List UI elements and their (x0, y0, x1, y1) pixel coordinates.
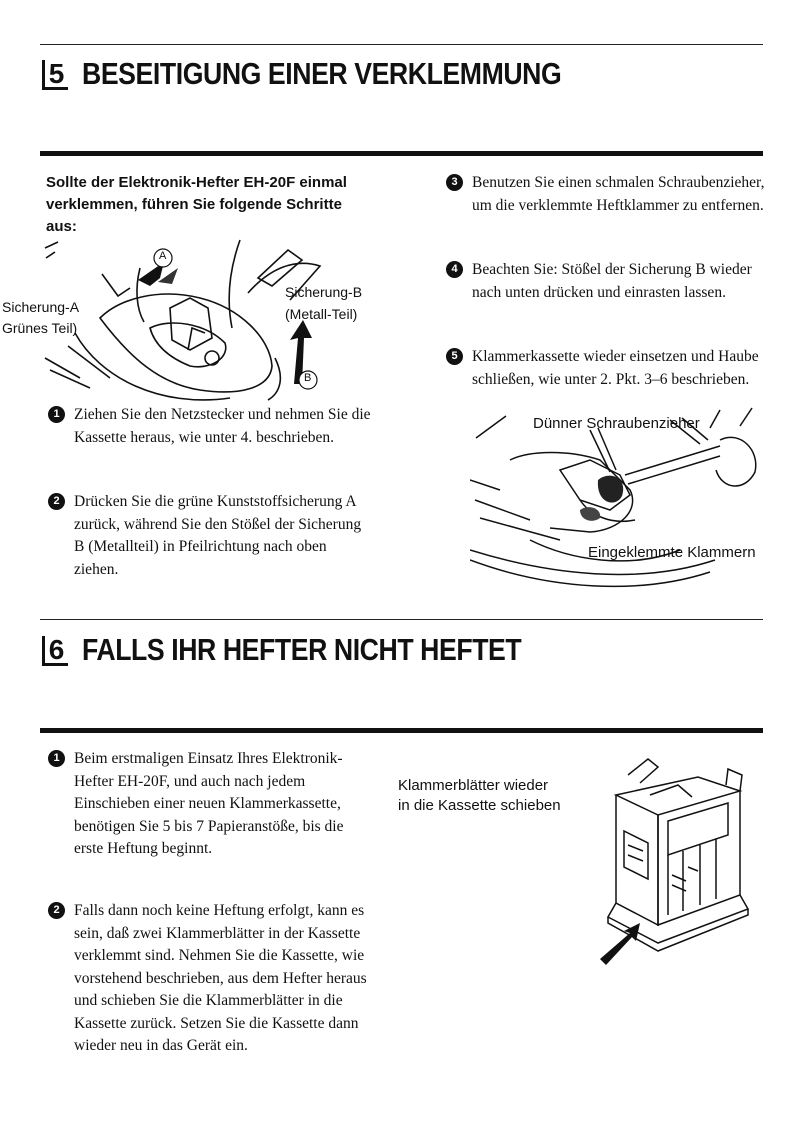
section-6-number: 6 (42, 636, 68, 666)
section-5-step-1 (53, 404, 374, 449)
step-text: Drücken Sie die grüne Kunststoffsicherung A zurück, während Sie den Stößel der Sicherung B (Metallteil) in Pfeilrichtung nach oben ziehen. (74, 493, 362, 578)
step-number-badge: 2 (48, 493, 65, 510)
section-divider-rule (40, 619, 763, 620)
section-5-number: 5 (42, 60, 68, 90)
section-5-step-4 (451, 259, 767, 304)
figure1-label-sicherung-a: Sicherung-A (2, 299, 80, 315)
section-6-step-2 (53, 900, 379, 1058)
figure1-label-metall-teil: (Metall-Teil) (285, 306, 358, 322)
step-text: Beim erstmaligen Einsatz Ihres Elektronik-Hefter EH-20F, und auch nach jedem Einschieben einer neuen Klammerkassette, benötigen Sie 5 bis 7 Papieranstöße, bis die erste Heftung beginnt. (74, 750, 344, 857)
step-number-badge: 3 (446, 174, 463, 191)
step-text: Beachten Sie: Stößel der Sicherung B wieder nach unten drücken und einrasten lassen. (472, 261, 752, 301)
step-number-badge: 4 (446, 261, 463, 278)
section-6-divider (40, 728, 763, 733)
figure2-label-staples: Eingeklemmte Klammern (588, 544, 756, 561)
step-text: Falls dann noch keine Heftung erfolgt, kann es sein, daß zwei Klammerblätter in der Kassette verklemmt sind. Nehmen Sie die Kassette, wie vorstehend beschrieben, aus dem Hefter heraus und schieben Sie die Klammerblätter in die Kassette zurück. Setzen Sie die Kassette dann wieder neu in das Gerät ein. (74, 902, 367, 1054)
figure2-label-screwdriver: Dünner Schraubenzieher (533, 415, 700, 432)
step-number-badge: 5 (446, 348, 463, 365)
step-text: Ziehen Sie den Netzstecker und nehmen Sie die Kassette heraus, wie unter 4. beschrieben. (74, 406, 371, 446)
section-5-divider (40, 151, 763, 156)
figure1-label-a: A (159, 250, 167, 262)
section-5-intro: Sollte der Elektronik-Hefter EH-20F einmal verklemmen, führen Sie folgende Schritte aus: (46, 174, 347, 235)
step-text: Benutzen Sie einen schmalen Schraubenzieher, um die verklemmte Heftklammer zu entfernen. (472, 174, 765, 214)
step-number-badge: 2 (48, 902, 65, 919)
section-6-title: FALLS IHR HEFTER NICHT HEFTET (82, 632, 522, 667)
step-text: Klammerkassette wieder einsetzen und Haube schließen, wie unter 2. Pkt. 3–6 beschrieben. (472, 348, 759, 388)
figure3-label-line1: Klammerblätter wieder (398, 777, 549, 794)
step-number-badge: 1 (48, 406, 65, 423)
figure1-label-b: B (304, 372, 312, 384)
figure1-label-sicherung-b: Sicherung-B (285, 284, 363, 300)
section-6-step-1 (53, 748, 374, 861)
figure1-label-gruenes-teil: Grünes Teil) (2, 320, 78, 336)
figure3-label-line2: in die Kassette schieben (398, 797, 561, 814)
section-5-step-5 (451, 346, 767, 391)
figure-jam-release-illustration (40, 238, 380, 408)
top-rule (40, 44, 763, 45)
section-5-step-3 (451, 172, 767, 217)
step-number-badge: 1 (48, 750, 65, 767)
section-5-title: BESEITIGUNG EINER VERKLEMMUNG (82, 56, 562, 91)
section-5-step-2 (53, 491, 374, 581)
figure-cassette-illustration (588, 755, 753, 970)
